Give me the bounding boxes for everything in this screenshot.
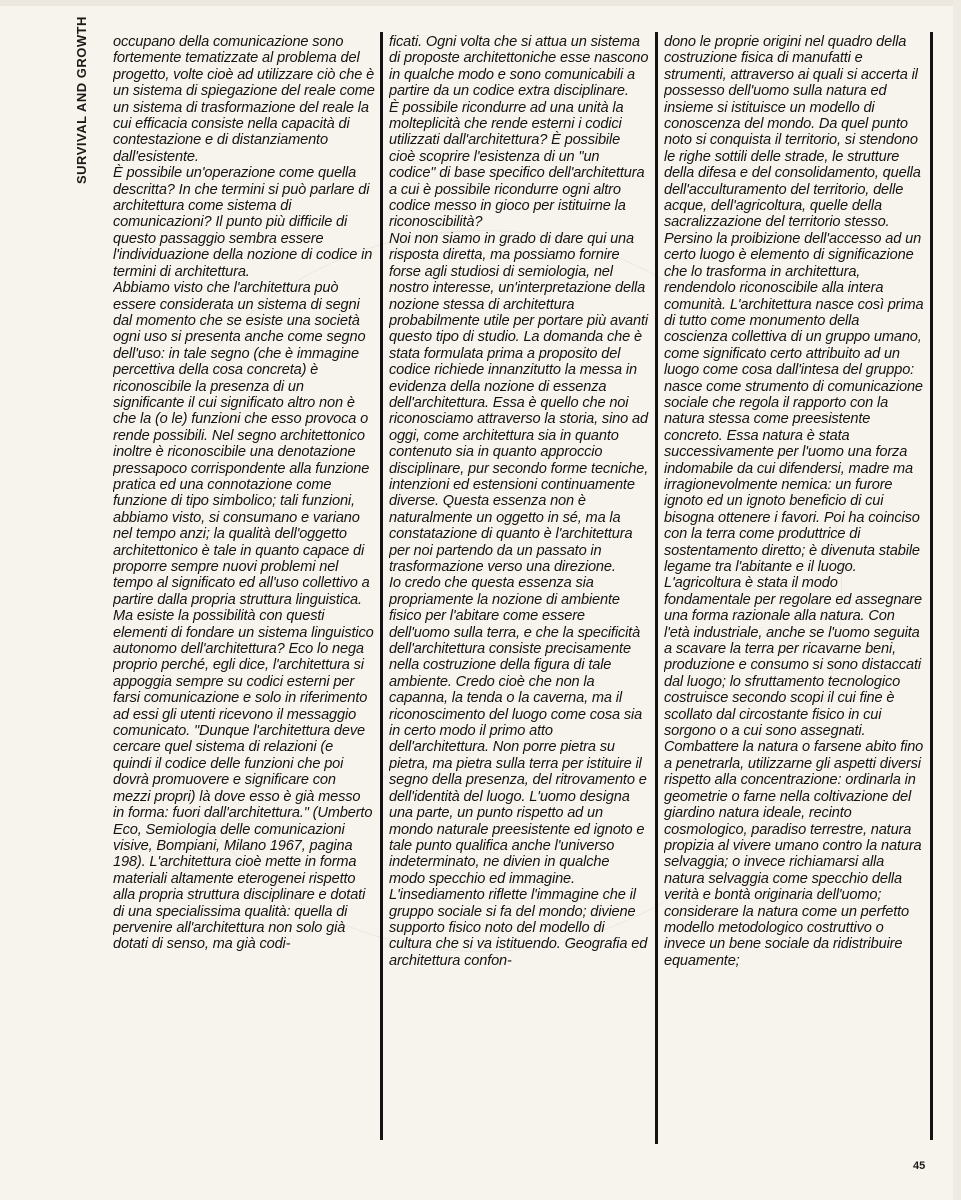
- paragraph: occupano della comunicazione sono fortemente tematizzate al problema del progetto, volte cioè ad utilizzare ciò che è un sistema di spiegazione del reale come un sistema di trasformazione del reale la cui efficacia consiste nella capacità di contestazione e di distanziamento dall'esistente.: [113, 34, 375, 165]
- paragraph: Io credo che questa essenza sia propriamente la nozione di ambiente fisico per l'abitare come essere dell'uomo sulla terra, e che la specificità dell'architettura consiste precisamente nella costruzione della figura di tale ambiente. Credo cioè che non la capanna, la tenda o la caverna, ma il riconoscimento del luogo come cosa sia in certo modo il primo atto dell'architettura. Non porre pietra su pietra, ma pietra sulla terra per istituire il segno della presenza, del ritrovamento e dell'identità del luogo. L'uomo designa una parte, un punto rispetto ad un mondo naturale preesistente ed ignoto e tale punto qualifica anche l'universo indeterminato, ne divien in qualche modo specchio ed immagine. L'insediamento riflette l'immagine che il gruppo sociale si fa del mondo; diviene supporto fisico noto del modello di cultura che si va istituendo. Geografia ed architettura confon-: [389, 575, 648, 969]
- paragraph: Combattere la natura o farsene abito fino a penetrarla, utilizzarne gli aspetti diversi rispetto alla concentrazione: ordinarla in geometrie o farne nella coltivazione del giardino natura ideale, recinto cosmologico, paradiso terrestre, natura propizia al vivere umano contro la natura selvaggia; o invece richiamarsi alla natura selvaggia come specchio della verità e bontà originaria dell'uomo; considerare la natura come un perfetto modello metodologico costruttivo o invece un bene sociale da ridistribuire equamente;: [664, 739, 924, 969]
- section-label: SURVIVAL AND GROWTH: [74, 16, 89, 184]
- column-rule: [380, 32, 383, 1140]
- page-edge: [0, 0, 961, 6]
- paragraph: Abbiamo visto che l'architettura può essere considerata un sistema di segni dal momento che se esiste una società ogni uso si presenta anche come segno dell'uso: in tale segno (che è immagine percettiva della cosa concreta) è riconoscibile la presenza di un significante il cui significato altro non è che la (o le) funzioni che esso provoca o rende possibili. Nel segno architettonico inoltre è riconoscibile una denotazione pressapoco corrispondente alla funzione pratica ed una connotazione come funzione di tipo simbolico; tali funzioni, abbiamo visto, si consumano e variano nel tempo anzi; la qualità dell'oggetto architettonico è tale in quanto capace di proporre sempre nuovi problemi nel tempo al significato ed all'uso collettivo a partire dalla propria struttura linguistica. Ma esiste la possibilità con questi elementi di fondare un sistema linguistico autonomo dell'architettura? Eco lo nega proprio perché, egli dice, l'architettura si appoggia sempre su codici esterni per farsi comunicazione e solo in riferimento ad essi gli utenti ricevono il messaggio comunicato. "Dunque l'architettura deve cercare quel sistema di relazioni (e quindi il codice delle funzioni che poi dovrà promuovere e significare con mezzi propri) là dove esso è già messo in forma: fuori dall'architettura." (Umberto Eco, Semiologia delle comunicazioni visive, Bompiani, Milano 1967, pagina 198). L'architettura cioè mette in forma materiali altamente eterogenei rispetto alla propria struttura disciplinare e dotati di una specialissima qualità: quella di pervenire all'architettura non solo già dotati di senso, ma già codi-: [113, 280, 374, 953]
- text-column-3: [664, 34, 924, 1149]
- text-column-1: [113, 34, 375, 1149]
- paragraph: dono le proprie origini nel quadro della costruzione fisica di manufatti e strumenti, attraverso ai quali si accerta il possesso dell'uomo sulla natura ed insieme si istituisce un modello di conoscenza del mondo. Da quel punto noto si conquista il territorio, si stendono le righe sottili delle strade, le strutture della difesa e del consolidamento, quella dell'acculturamento del territorio, delle acque, dell'agricoltura, quelle della sacralizzazione del territorio stesso. Persino la proibizione dell'accesso ad un certo luogo è elemento di significazione che lo trasforma in architettura, rendendolo riconoscibile alla intera comunità. L'architettura nasce così prima di tutto come monumento della coscienza collettiva di un gruppo umano, come significato certo attribuito ad un luogo come cosa dall'intesa del gruppo: nasce come strumento di comunicazione sociale che regola il rapporto con la natura stessa come preesistente concreto. Essa natura è stata successivamente per l'uomo una forza indomabile da cui difendersi, madre ma irragionevolmente nemica: un furore ignoto ed un ignoto beneficio di cui bisogna ottenere i favori. Poi ha coinciso con la terra come produttrice di sostentamento diretto; è divenuta stabile legame tra l'abitante e il luogo. L'agricoltura è stata il modo fondamentale per regolare ed assegnare una forma razionale alla natura. Con l'età industriale, anche se l'uomo seguita a scavare la terra per ricavarne beni, produzione e consumo si sono distaccati dal luogo; lo sfruttamento tecnologico costruisce secondo scopi il cui fine è scollato dal circostante fisico in cui sorgono o a cui sono assegnati.: [664, 34, 924, 740]
- column-rule: [930, 32, 933, 1140]
- paragraph: ficati. Ogni volta che si attua un sistema di proposte architettoniche esse nascono in qualche modo e sono comunicabili a partire da un codice extra disciplinare.: [389, 34, 649, 100]
- paragraph: È possibile un'operazione come quella descritta? In che termini si può parlare di architettura come sistema di comunicazioni? Il punto più difficile di questo passaggio sembra essere l'individuazione della nozione di codice in termini di architettura.: [113, 165, 373, 280]
- paragraph: Noi non siamo in grado di dare qui una risposta diretta, ma possiamo fornire forse agli studiosi di semiologia, nel nostro interesse, un'interpretazione della nozione stessa di architettura probabilmente utile per portare più avanti questo tipo di studio. La domanda che è stata formulata prima a proposito del codice richiede innanzitutto la messa in evidenza della nozione di essenza dell'architettura. Essa è quello che noi riconosciamo attraverso la storia, sino ad oggi, come architettura sia in quanto contenuto sia in quanto approccio disciplinare, pur secondo forme tecniche, intenzioni ed estensioni continuamente diverse. Questa essenza non è naturalmente un oggetto in sé, ma la constatazione di quanto è l'architettura per noi partendo da un passato in trasformazione verso una direzione.: [389, 230, 649, 575]
- text-column-2: [389, 34, 649, 1149]
- page-number: 45: [913, 1160, 926, 1172]
- paragraph: È possibile ricondurre ad una unità la molteplicità che rende esterni i codici utilizzati dall'architettura? È possibile cioè scoprire l'esistenza di un "un codice" di base specifico dell'architettura a cui è possibile ricondurre ogni altro codice messo in gioco per istituirne la riconoscibilità?: [389, 99, 645, 231]
- page-edge-right: [953, 0, 961, 1200]
- column-rule: [655, 32, 658, 1144]
